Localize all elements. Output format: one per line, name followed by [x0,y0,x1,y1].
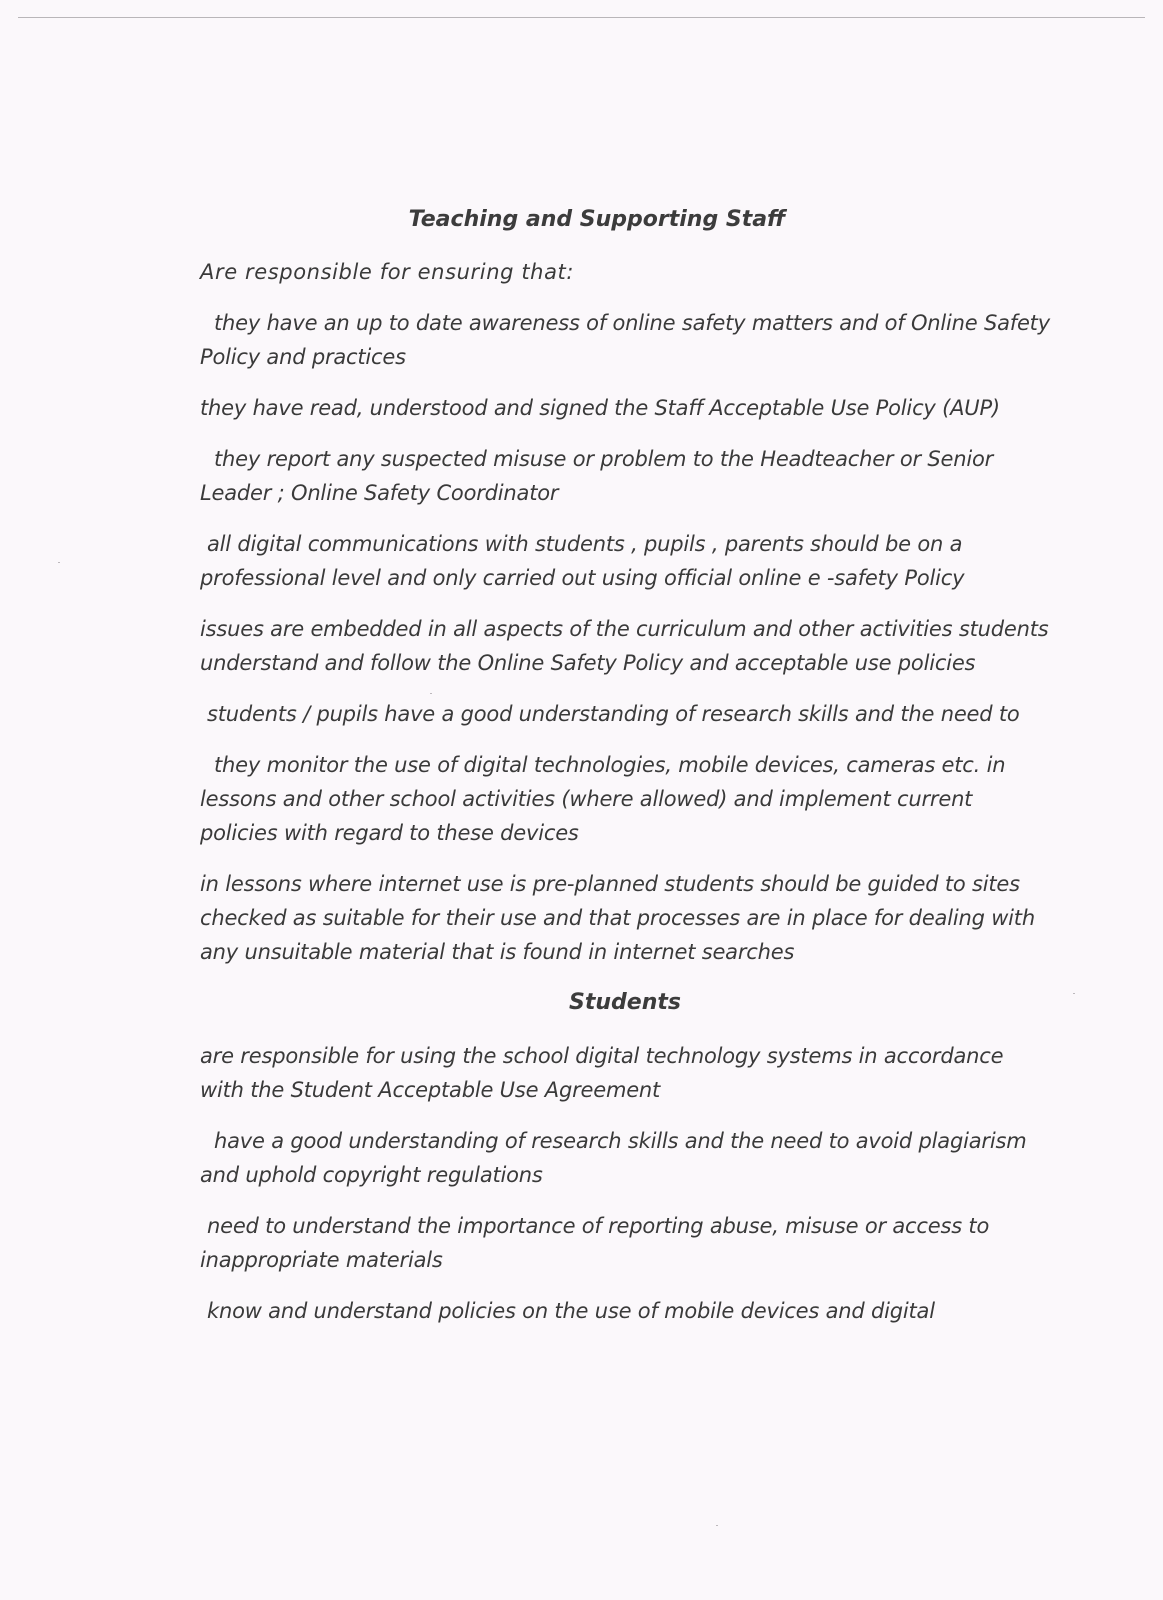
staff-item-curriculum: issues are embedded in all aspects of the curriculum and other activities students understand and follow the Online Safety Policy and acceptable use policies [200,617,1049,675]
staff-item-internet: in lessons where internet use is pre-planned students should be guided to sites checked as suitable for their use and that processes are in place for dealing with any unsuitable material that is found in internet searches [200,872,1035,964]
staff-section-title: Teaching and Supporting Staff [408,207,786,232]
scan-speck [716,1525,718,1526]
students-section-title: Students [569,990,681,1015]
students-item-responsible: are responsible for using the school digital technology systems in accordance with the Student Acceptable Use Agreement [200,1044,1004,1102]
staff-item-communications: all digital communications with students , pupils , parents should be on a professional level and only carried out using official online e -safety Policy [200,532,965,590]
students-item-mobile: know and understand policies on the use of mobile devices and digital [207,1299,935,1323]
document-body [200,203,1050,1345]
page-top-rule [18,17,1145,18]
scan-speck [58,562,60,563]
scan-speck [1073,993,1075,994]
students-item-reporting: need to understand the importance of reporting abuse, misuse or access to inappropriate materials [200,1214,990,1272]
staff-item-monitor: they monitor the use of digital technologies, mobile devices, cameras etc. in lessons and other school activities (where allowed) and implement current policies with regard to these devices [200,753,1006,845]
staff-intro: Are responsible for ensuring that: [200,260,575,284]
staff-item-awareness: they have an up to date awareness of online safety matters and of Online Safety Policy and practices [200,311,1050,369]
students-item-research: have a good understanding of research skills and the need to avoid plagiarism and uphold copyright regulations [200,1129,1027,1187]
staff-item-research: students / pupils have a good understanding of research skills and the need to [207,702,1020,726]
staff-item-report: they report any suspected misuse or problem to the Headteacher or Senior Leader ; Online Safety Coordinator [200,447,994,505]
staff-item-aup: they have read, understood and signed the Staff Acceptable Use Policy (AUP) [200,396,1000,420]
